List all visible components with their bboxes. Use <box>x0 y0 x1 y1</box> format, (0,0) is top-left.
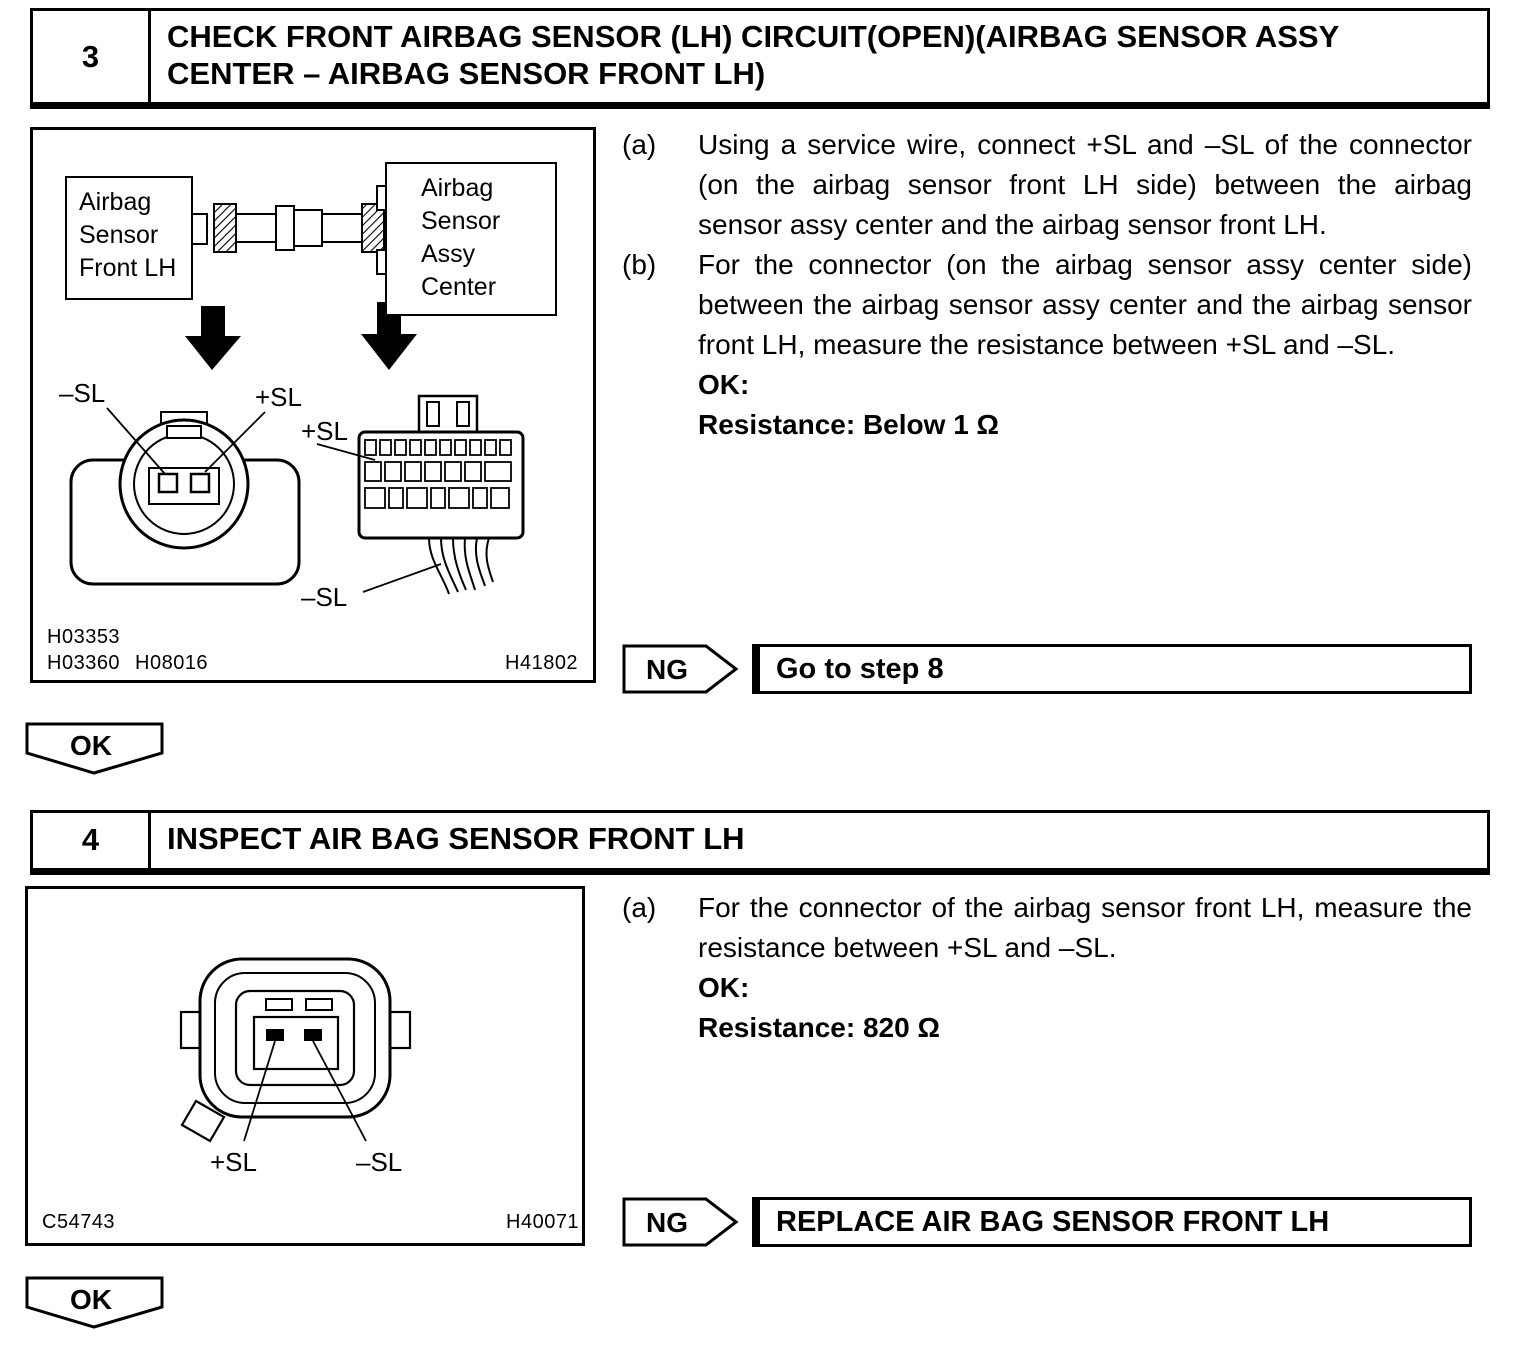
ng-chevron-icon <box>622 1197 740 1247</box>
step-4-title: INSPECT AIR BAG SENSOR FRONT LH <box>167 821 745 856</box>
instruction-item <box>622 125 1472 245</box>
step-3-instructions <box>622 125 1472 445</box>
figure-code: H03353 <box>47 626 121 648</box>
instruction-text: For the connector (on the airbag sensor assy center side) between the airbag sensor assy center and the airbag sensor front LH, measure the resistance between +SL and –SL. <box>698 249 1472 361</box>
instruction-marker: (a) <box>622 892 657 923</box>
step-3-ng-row <box>622 644 1472 694</box>
instruction-text: Using a service wire, connect +SL and –SL of the connector (on the airbag sensor front LH side) between the airbag sensor assy center and the airbag sensor front LH. <box>698 129 1472 241</box>
step-3-number: 3 <box>33 11 151 102</box>
step-4-figure <box>25 886 585 1246</box>
figure-code: H41802 <box>505 652 579 674</box>
ng-label: NG <box>646 1207 688 1238</box>
ok-flag-icon <box>25 1276 165 1330</box>
ok-label: OK <box>70 1284 112 1315</box>
figure-code: H03360 <box>47 652 121 674</box>
ng-label: NG <box>646 654 688 685</box>
front-lh-connector-graphic <box>71 408 299 584</box>
pin-label-plus-sl-left: +SL <box>255 382 302 412</box>
ok-spec-label: OK: <box>698 369 750 401</box>
pin-label-minus-sl: –SL <box>356 1147 403 1177</box>
pin-label-minus-sl-right: –SL <box>301 582 348 612</box>
instruction-item <box>622 888 1472 968</box>
step-4-instructions <box>622 888 1472 1048</box>
step-3-ng-action: Go to step 8 <box>752 644 1472 694</box>
pin-label-plus-sl: +SL <box>210 1147 257 1177</box>
ok-flag-icon <box>25 722 165 776</box>
instruction-marker: (a) <box>622 129 657 160</box>
instruction-text: For the connector of the airbag sensor front LH, measure the resistance between +SL and –SL. <box>698 892 1472 964</box>
figure-code: H40071 <box>506 1211 580 1233</box>
step-3-title: CHECK FRONT AIRBAG SENSOR (LH) CIRCUIT(OPEN)(AIRBAG SENSOR ASSY CENTER – AIRBAG SENSOR FRONT LH) <box>167 19 1339 91</box>
step-4-ng-action: REPLACE AIR BAG SENSOR FRONT LH <box>752 1197 1472 1247</box>
ok-label: OK <box>70 730 112 761</box>
step-4-ng-row <box>622 1197 1472 1247</box>
step-4-number: 4 <box>33 813 151 868</box>
arrow-down-left-icon <box>185 306 241 370</box>
ok-spec-label: OK: <box>698 972 750 1004</box>
step-4-header <box>30 810 1490 875</box>
instruction-item <box>622 245 1472 365</box>
ng-chevron-icon <box>622 644 740 694</box>
service-wire-graphic <box>191 186 400 274</box>
label-airbag-sensor-front-lh: Airbag Sensor Front LH <box>65 176 193 300</box>
figure-code: C54743 <box>42 1211 116 1233</box>
connector-face-graphic <box>181 959 410 1141</box>
pin-label-minus-sl-left: –SL <box>59 378 106 408</box>
ok-spec-value: Resistance: Below 1 Ω <box>698 409 999 441</box>
pin-label-plus-sl-right: +SL <box>301 416 348 446</box>
step-3-figure <box>30 127 596 683</box>
ok-spec-value: Resistance: 820 Ω <box>698 1012 940 1044</box>
front-lh-connector-diagram <box>28 889 582 1243</box>
instruction-marker: (b) <box>622 249 657 281</box>
step-3-header <box>30 8 1490 109</box>
label-airbag-sensor-assy-center: Airbag Sensor Assy Center <box>385 162 557 316</box>
figure-code: H08016 <box>135 652 209 674</box>
